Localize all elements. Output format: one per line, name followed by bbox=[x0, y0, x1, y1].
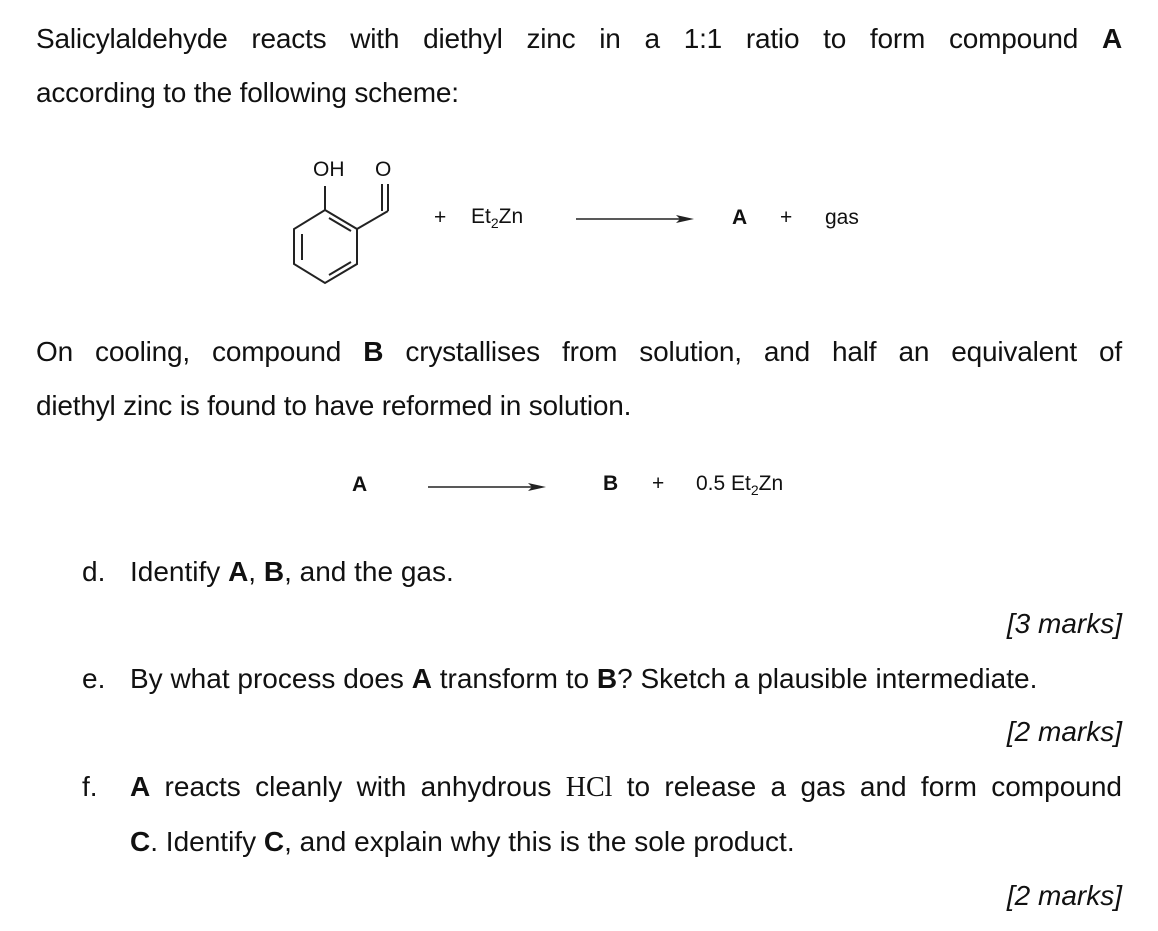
product-a: A bbox=[732, 206, 748, 229]
q-text: transform to bbox=[439, 663, 590, 694]
bold-a: A bbox=[228, 556, 249, 587]
bold-a: A bbox=[130, 771, 151, 802]
question-f-label: f. bbox=[82, 771, 98, 802]
para2-text: On cooling, compound bbox=[36, 336, 342, 367]
q-text: , and the gas. bbox=[284, 556, 454, 587]
aldehyde-bond bbox=[357, 211, 388, 229]
q-text: to release a gas and form compound bbox=[626, 771, 1122, 802]
question-f-marks bbox=[1007, 880, 1122, 912]
q-text: , and explain why this is the sole product. bbox=[284, 826, 795, 857]
marks-text: [2 marks] bbox=[1006, 716, 1122, 747]
intro-text: Salicylaldehyde reacts with diethyl zinc in a 1:1 ratio to form compound bbox=[36, 23, 1079, 54]
subscript: 2 bbox=[750, 482, 759, 499]
para2-line-2 bbox=[36, 379, 1122, 433]
bold-c: C bbox=[130, 826, 151, 857]
o-label: O bbox=[375, 158, 392, 181]
zn-text: Zn bbox=[498, 205, 524, 228]
marks-text: [3 marks] bbox=[1006, 608, 1122, 639]
q-text: ? Sketch a plausible intermediate. bbox=[617, 663, 1038, 694]
product-b: B bbox=[603, 472, 619, 495]
diethylzinc-reagent bbox=[471, 205, 523, 231]
benzene-ring bbox=[294, 210, 357, 283]
hcl-formula: HCl bbox=[565, 772, 613, 803]
intro-text-2: according to the following scheme: bbox=[36, 77, 459, 108]
reaction-arrow-1 bbox=[576, 212, 696, 226]
q-text: reacts cleanly with anhydrous bbox=[164, 771, 552, 802]
compound-b-label: B bbox=[363, 336, 384, 367]
question-f-line-1 bbox=[130, 771, 1122, 804]
bold-c: C bbox=[263, 826, 285, 857]
oh-label: OH bbox=[313, 158, 345, 181]
intro-line-2 bbox=[36, 66, 1122, 120]
para2-text: crystallises from solution, and half an equivalent of bbox=[405, 336, 1122, 367]
para2-line-1 bbox=[36, 325, 1122, 379]
reactant-a: A bbox=[352, 473, 368, 496]
q-text: By what process does bbox=[130, 663, 404, 694]
half-equiv-diethylzinc bbox=[696, 472, 783, 498]
plus-sign: + bbox=[780, 206, 793, 229]
plus-sign: + bbox=[434, 206, 447, 229]
reaction-arrow-2 bbox=[428, 480, 548, 494]
question-d-marks bbox=[1007, 608, 1122, 640]
question-d-label: d. bbox=[82, 556, 106, 587]
zn-text: Zn bbox=[758, 472, 784, 495]
q-text: Identify bbox=[130, 556, 221, 587]
intro-line-1 bbox=[36, 12, 1122, 66]
coef-text: 0.5 Et bbox=[696, 472, 751, 495]
question-e-label: e. bbox=[82, 663, 106, 694]
q-text: , bbox=[248, 556, 257, 587]
gas-label: gas bbox=[825, 206, 859, 229]
compound-a-label: A bbox=[1101, 23, 1122, 54]
bold-b: B bbox=[596, 663, 618, 694]
bold-b: B bbox=[263, 556, 285, 587]
subscript: 2 bbox=[490, 215, 499, 232]
q-text: . Identify bbox=[150, 826, 257, 857]
question-e-marks bbox=[1007, 716, 1122, 748]
et-text: Et bbox=[471, 205, 491, 228]
bold-a: A bbox=[411, 663, 432, 694]
marks-text: [2 marks] bbox=[1006, 880, 1122, 911]
para2-text-2: diethyl zinc is found to have reformed in solution. bbox=[36, 390, 632, 421]
question-e-text bbox=[130, 663, 1037, 695]
question-d-text bbox=[130, 556, 454, 588]
plus-sign: + bbox=[652, 472, 665, 495]
question-f-line-2 bbox=[130, 826, 795, 858]
